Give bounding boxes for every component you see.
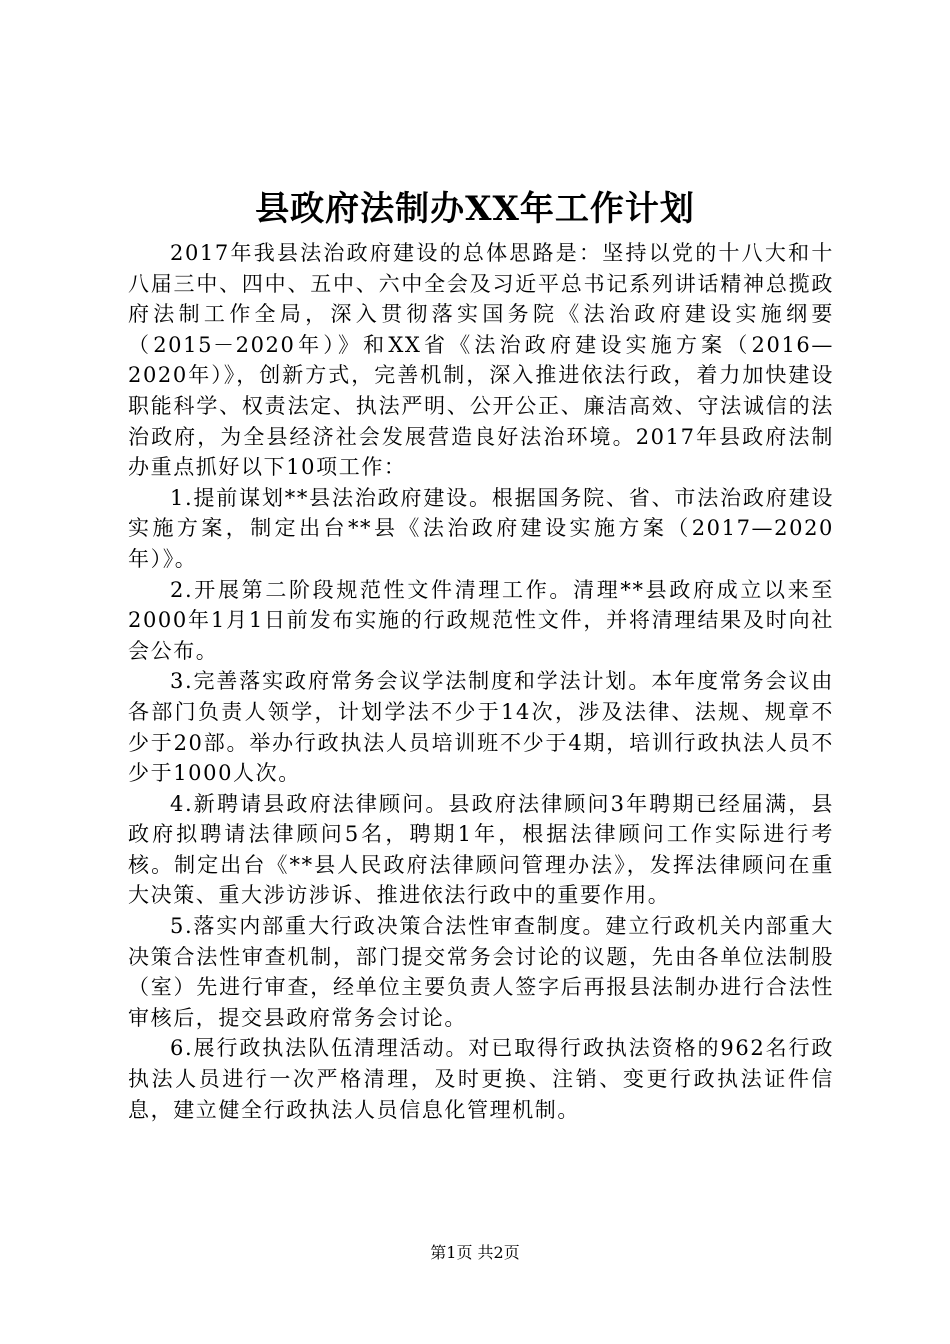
paragraph-item-5: 5.落实内部重大行政决策合法性审查制度。建立行政机关内部重大决策合法性审查机制，部门提交常务会讨论的议题，先由各单位法制股（室）先进行审查，经单位主要负责人签字后再报县法制办进行合法性审核后，提交县政府常务会讨论。 <box>128 914 834 1030</box>
paragraph-item-4: 4.新聘请县政府法律顾问。县政府法律顾问3年聘期已经届满，县政府拟聘请法律顾问5名，聘期1年，根据法律顾问工作实际进行考核。制定出台《**县人民政府法律顾问管理办法》，发挥法律顾问在重大决策、重大涉访涉诉、推进依法行政中的重要作用。 <box>128 791 834 908</box>
document-title: 县政府法制办XX年工作计划 <box>255 189 695 229</box>
paragraph-item-2: 2.开展第二阶段规范性文件清理工作。清理**县政府成立以来至2000年1月1日前发布实施的行政规范性文件，并将清理结果及时向社会公布。 <box>128 577 834 663</box>
paragraph-intro: 2017年我县法治政府建设的总体思路是：坚持以党的十八大和十八届三中、四中、五中、六中全会及习近平总书记系列讲话精神总揽政府法制工作全局，深入贯彻落实国务院《法治政府建设实施纲要（2015－2020年）》和XX省《法治政府建设实施方案（2016—2020年）》，创新方式，完善机制，深入推进依法行政，着力加快建设职能科学、权责法定、执法严明、公开公正、廉洁高效、守法诚信的法治政府，为全县经济社会发展营造良好法治环境。2017年县政府法制办重点抓好以下10项工作： <box>128 241 834 480</box>
paragraph-item-6: 6.展行政执法队伍清理活动。对已取得行政执法资格的962名行政执法人员进行一次严格清理，及时更换、注销、变更行政执法证件信息，建立健全行政执法人员信息化管理机制。 <box>128 1036 834 1122</box>
page-number-footer: 第1页 共2页 <box>430 1243 520 1262</box>
document-body <box>128 238 834 1125</box>
paragraph-item-3: 3.完善落实政府常务会议学法制度和学法计划。本年度常务会议由各部门负责人领学，计划学法不少于14次，涉及法律、法规、规章不少于20部。举办行政执法人员培训班不少于4期，培训行政执法人员不少于1000人次。 <box>128 669 834 786</box>
paragraph-item-1: 1.提前谋划**县法治政府建设。根据国务院、省、市法治政府建设实施方案，制定出台**县《法治政府建设实施方案（2017—2020年）》。 <box>128 485 834 571</box>
